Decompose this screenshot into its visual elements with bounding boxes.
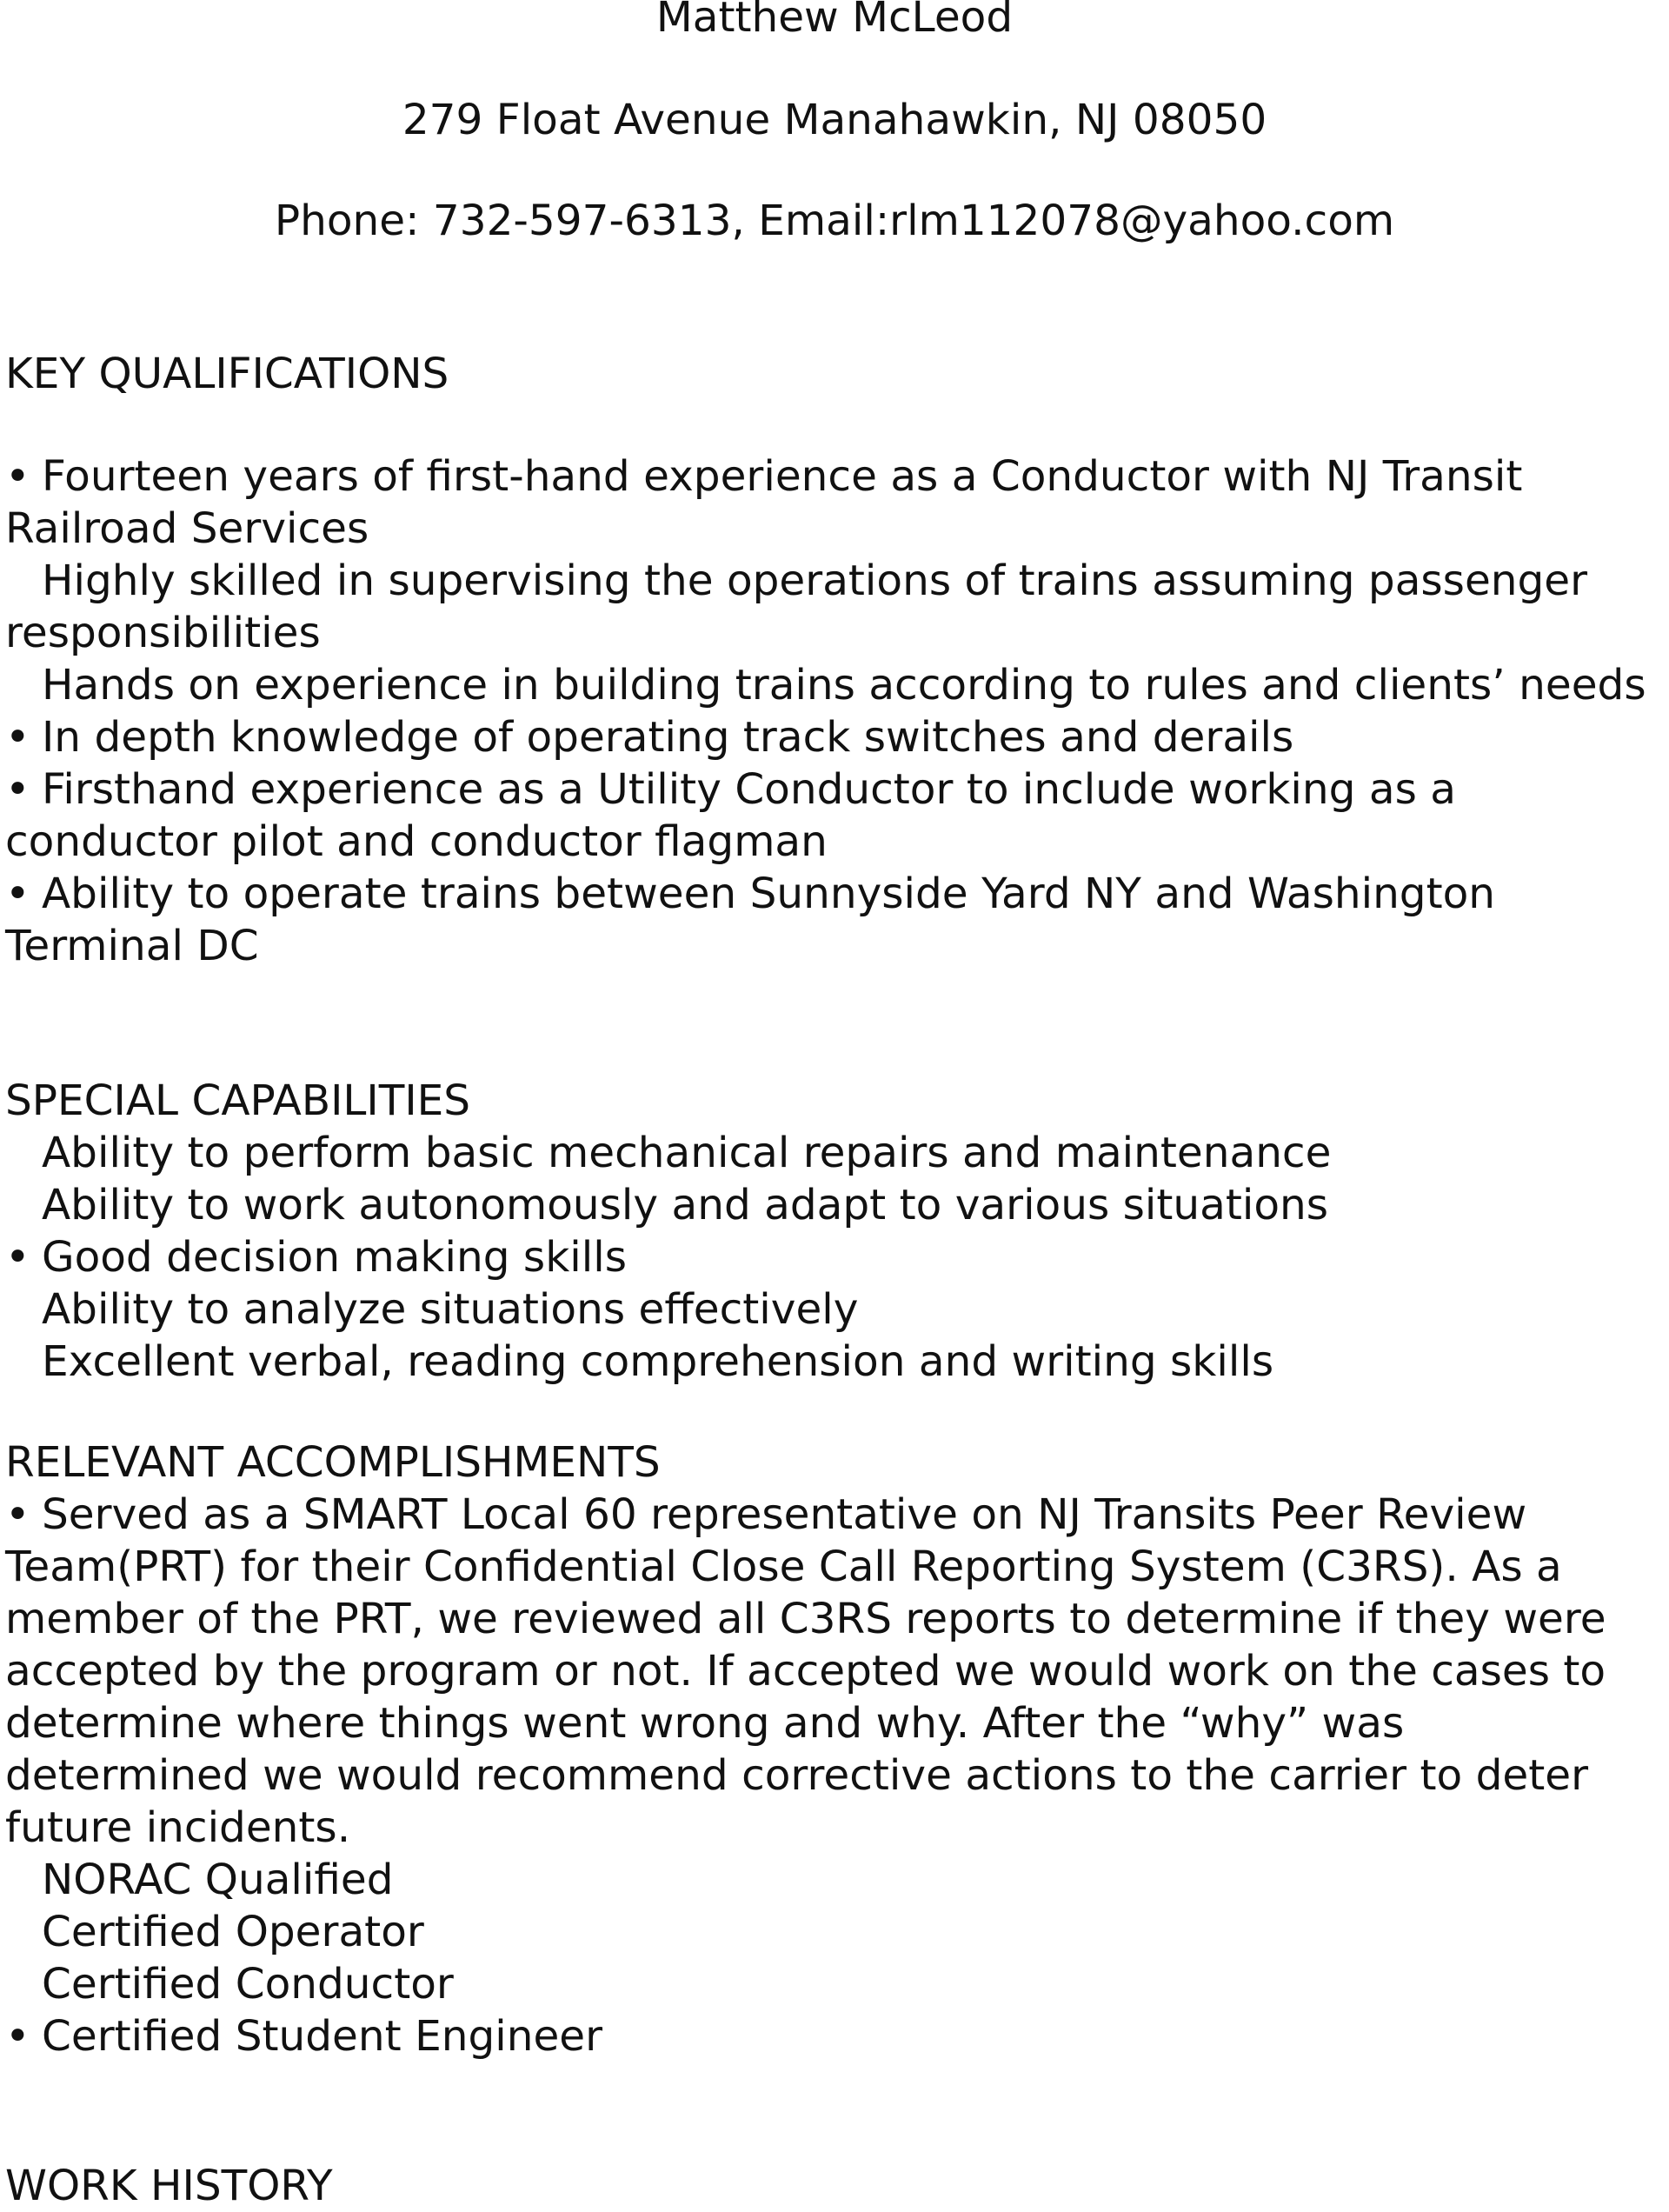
list-item — [5, 868, 1661, 972]
list-item-text: NORAC Qualified — [42, 1856, 394, 1904]
list-item-text: Certified Student Engineer — [42, 2012, 603, 2061]
list-item-text: Firsthand experience as a Utility Conductor to include working as a conductor pilot and conductor flagman — [5, 765, 1456, 866]
candidate-name: Matthew McLeod — [655, 0, 1014, 42]
list-item-text: Excellent verbal, reading comprehension and writing skills — [42, 1337, 1274, 1386]
list-item — [5, 1489, 1661, 1854]
bullet: • — [5, 713, 30, 762]
key-qualifications-section — [5, 348, 1661, 972]
list-item — [5, 1283, 1661, 1336]
list-item — [5, 1231, 1661, 1283]
list-item — [5, 1179, 1661, 1231]
list-item-text: Ability to work autonomously and adapt to various situations — [42, 1181, 1329, 1229]
list-item — [5, 763, 1661, 868]
bullet: • — [5, 869, 30, 918]
work-history-section — [5, 2160, 1661, 2212]
list-item — [5, 711, 1661, 763]
bullet: • — [5, 1233, 30, 1282]
list-item — [5, 555, 1661, 659]
section-heading: SPECIAL CAPABILITIES — [5, 1076, 471, 1125]
list-item-text: Served as a SMART Local 60 representative on NJ Transits Peer Review Team(PRT) for their Confidential Close Call Reporting System (C3RS). As a member of the PRT, we reviewed all C3RS reports to determine if they were accepted by the program or not. If accepted we would work on the cases to determine where things went wrong and why. After the “why” was determined we would recommend corrective actions to the carrier to deter future incidents. — [5, 1490, 1606, 1852]
list-item — [5, 1127, 1661, 1179]
list-item-text: Hands on experience in building trains according to rules and clients’ needs — [42, 661, 1646, 710]
qualifications-list — [5, 450, 1661, 972]
accomplishments-list — [5, 1489, 1661, 2062]
list-item-text: Certified Operator — [42, 1908, 424, 1956]
bullet: • — [5, 452, 30, 501]
list-item — [5, 2010, 1661, 2062]
list-item-text: Ability to operate trains between Sunnyside Yard NY and Washington Terminal DC — [5, 869, 1496, 970]
list-item — [5, 659, 1661, 711]
list-item-text: Ability to perform basic mechanical repairs and maintenance — [42, 1129, 1332, 1177]
list-item-text: Ability to analyze situations effectively — [42, 1285, 859, 1334]
special-capabilities-section — [5, 1075, 1661, 1388]
capabilities-list — [5, 1127, 1661, 1388]
candidate-contact: Phone: 732-597-6313, Email:rlm112078@yahoo.com — [274, 197, 1395, 245]
list-item — [5, 1336, 1661, 1388]
list-item-text: In depth knowledge of operating track switches and derails — [42, 713, 1294, 762]
list-item — [5, 1958, 1661, 2010]
section-heading: WORK HISTORY — [5, 2162, 333, 2210]
list-item — [5, 1854, 1661, 1906]
bullet: • — [5, 2012, 30, 2061]
bullet: • — [5, 1490, 30, 1539]
section-heading: RELEVANT ACCOMPLISHMENTS — [5, 1438, 661, 1487]
section-heading: KEY QUALIFICATIONS — [5, 350, 449, 398]
list-item-text: Certified Conductor — [42, 1960, 454, 2009]
list-item — [5, 1906, 1661, 1958]
bullet: • — [5, 765, 30, 814]
list-item-text: Good decision making skills — [42, 1233, 627, 1282]
list-item-text: Highly skilled in supervising the operations of trains assuming passenger responsibilities — [5, 556, 1588, 657]
list-item — [5, 450, 1661, 555]
relevant-accomplishments-section — [5, 1436, 1661, 2062]
list-item-text: Fourteen years of first-hand experience as a Conductor with NJ Transit Railroad Services — [5, 452, 1523, 553]
candidate-address: 279 Float Avenue Manahawkin, NJ 08050 — [402, 96, 1267, 144]
